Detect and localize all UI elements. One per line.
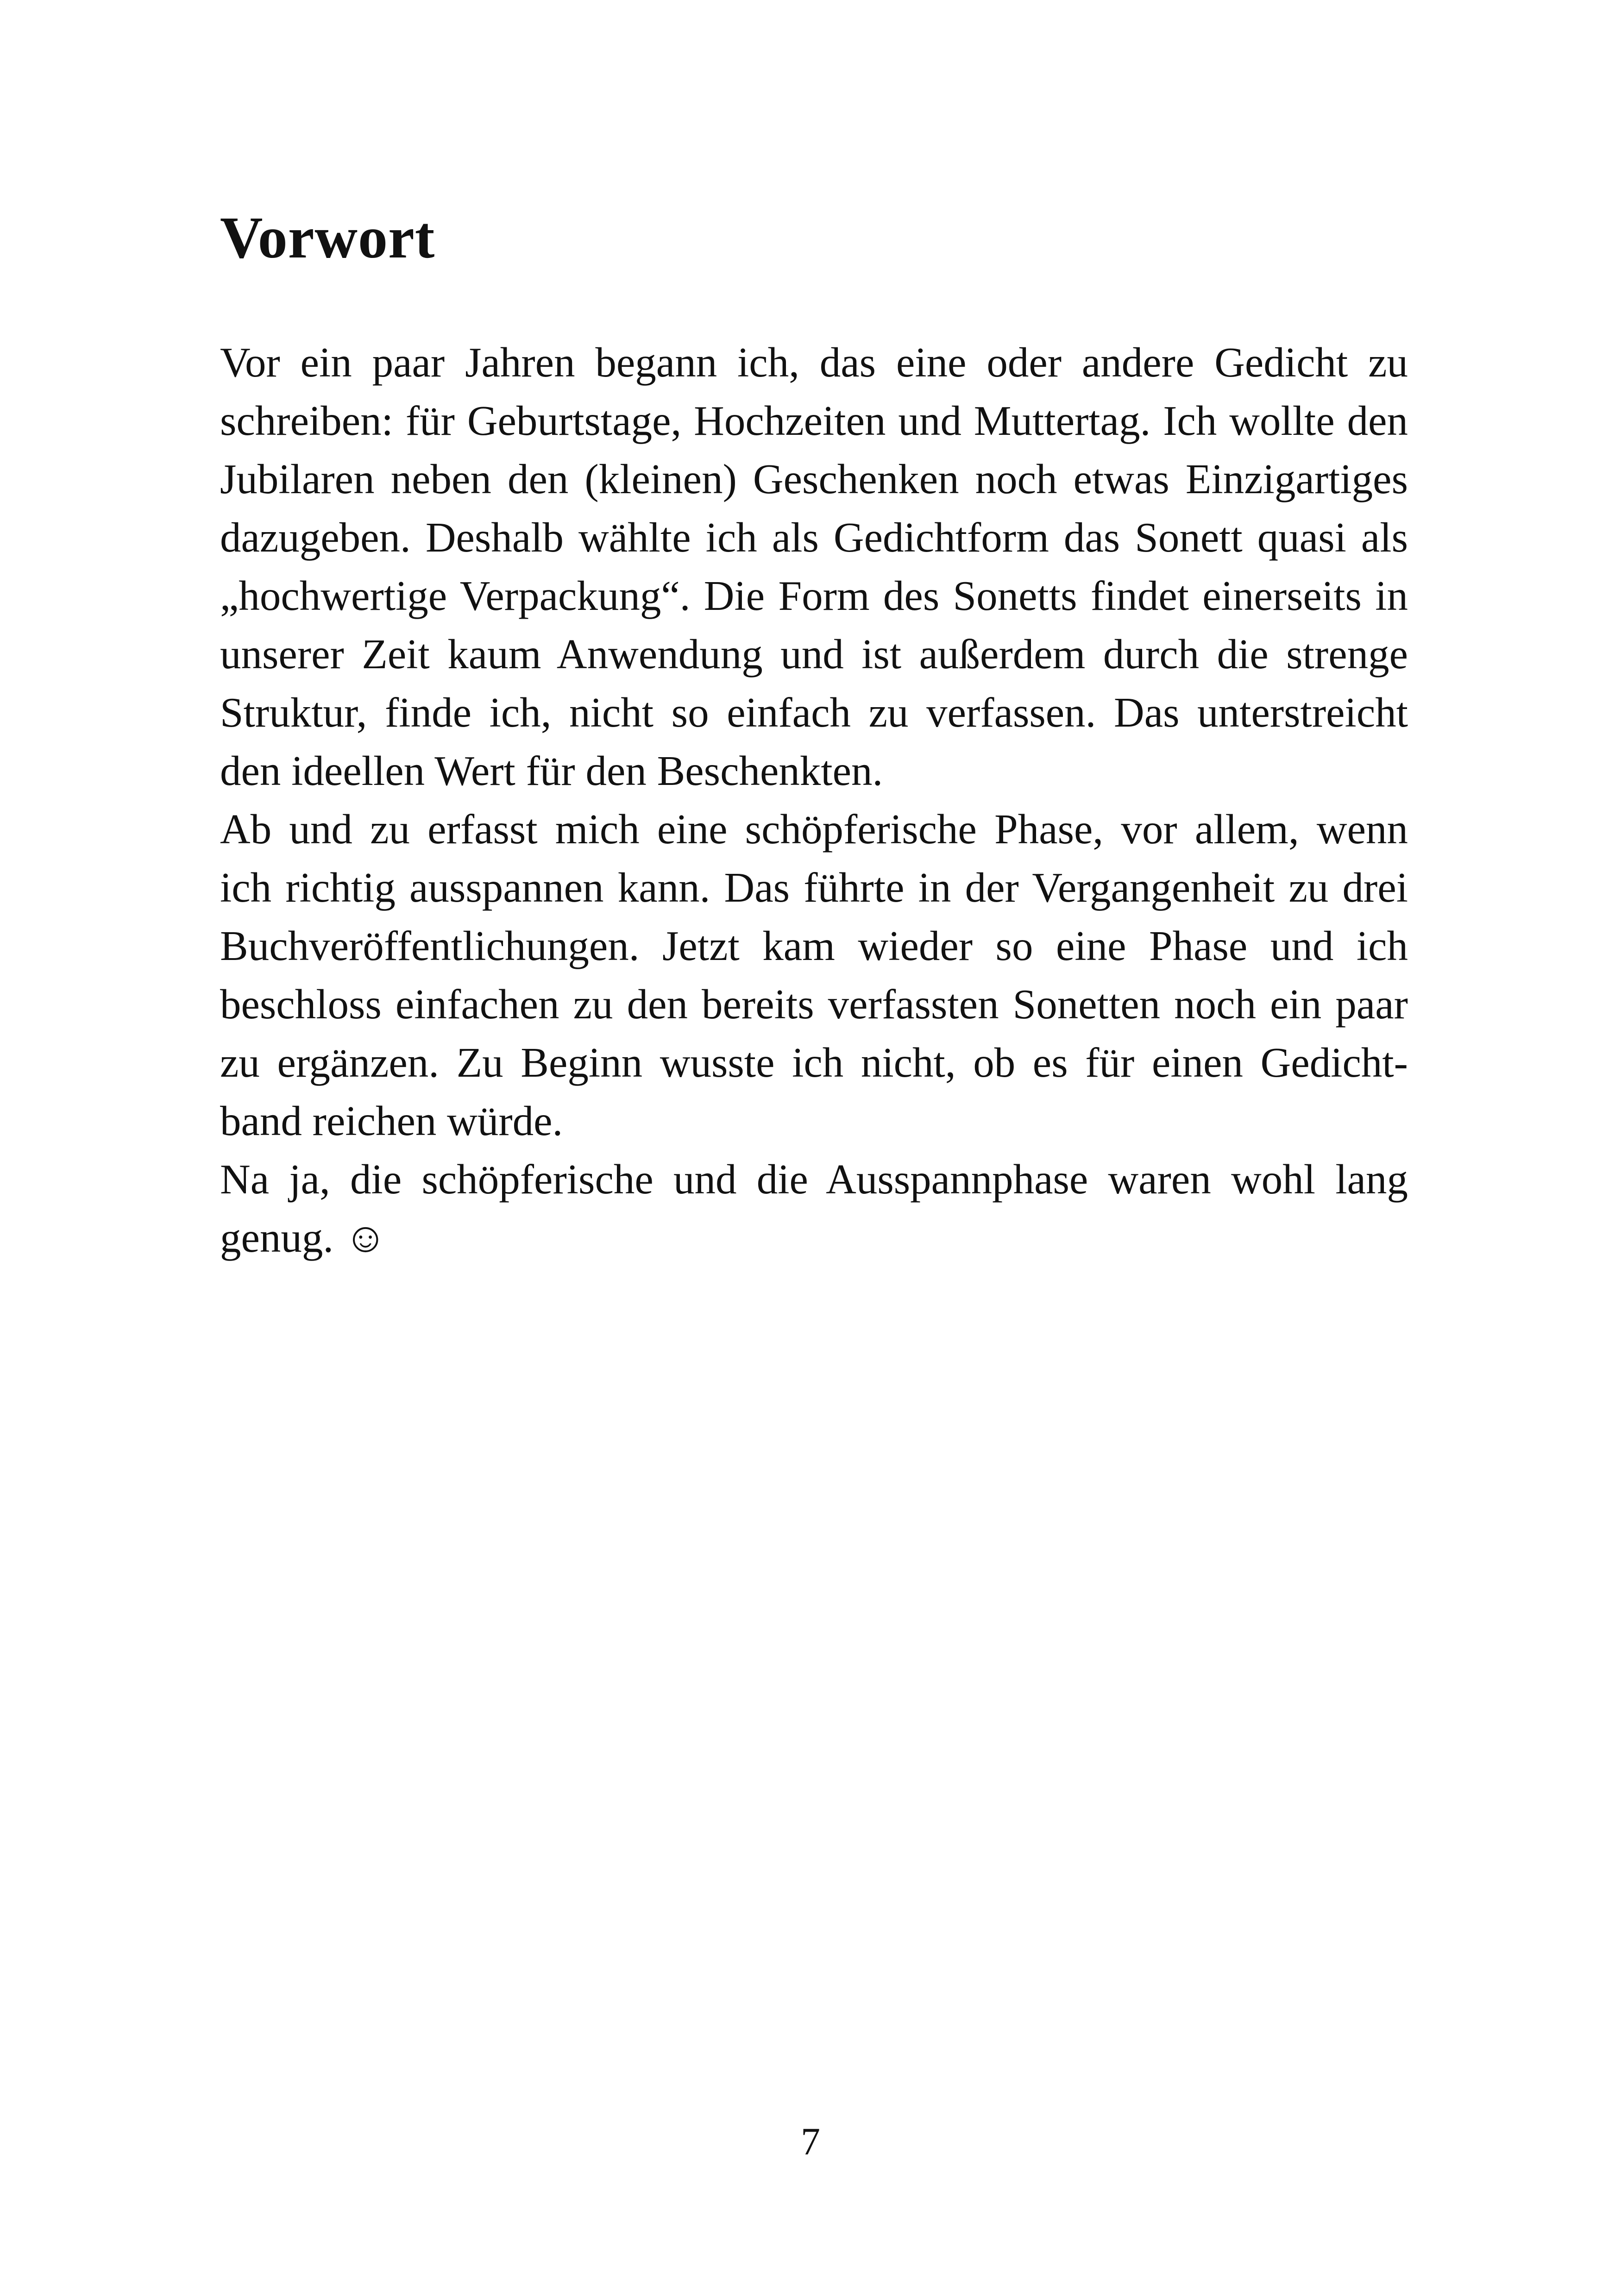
- text-line: Vor ein paar Jahren begann ich, das eine oder andere Gedicht zu: [220, 339, 1408, 386]
- text-line: Ab und zu erfasst mich eine schöpferische Phase, vor allem, wenn: [220, 806, 1408, 853]
- text-line: zu ergänzen. Zu Beginn wusste ich nicht, ob es für einen Gedicht-: [220, 1039, 1408, 1086]
- text-line: Na ja, die schöpferische und die Ausspannphase waren wohl lang: [220, 1156, 1408, 1203]
- text-line: band reichen würde.: [220, 1098, 563, 1144]
- text-line: Buchveröffentlichungen. Jetzt kam wieder so eine Phase und ich: [220, 922, 1408, 969]
- text-line: Jubilaren neben den (kleinen) Geschenken noch etwas Einzigartiges: [220, 456, 1408, 502]
- text-line: „hochwertige Verpackung“. Die Form des Sonetts findet einerseits in: [220, 572, 1408, 619]
- text-line: schreiben: für Geburtstage, Hochzeiten und Muttertag. Ich wollte den: [220, 397, 1408, 444]
- text-line: Struktur, finde ich, nicht so einfach zu verfassen. Das unterstreicht: [220, 689, 1408, 736]
- page-number: 7: [801, 2120, 820, 2163]
- text-line: beschloss einfachen zu den bereits verfassten Sonetten noch ein paar: [220, 981, 1408, 1028]
- text-line: den ideellen Wert für den Beschenkten.: [220, 747, 883, 794]
- page-title: Vorwort: [220, 205, 435, 270]
- text-line: genug. ☺: [220, 1214, 387, 1261]
- foreword-body: [220, 333, 1408, 1267]
- text-line: unserer Zeit kaum Anwendung und ist außerdem durch die strenge: [220, 631, 1408, 678]
- text-line: dazugeben. Deshalb wählte ich als Gedichtform das Sonett quasi als: [220, 514, 1408, 561]
- text-line: ich richtig ausspannen kann. Das führte in der Vergangenheit zu drei: [220, 864, 1408, 911]
